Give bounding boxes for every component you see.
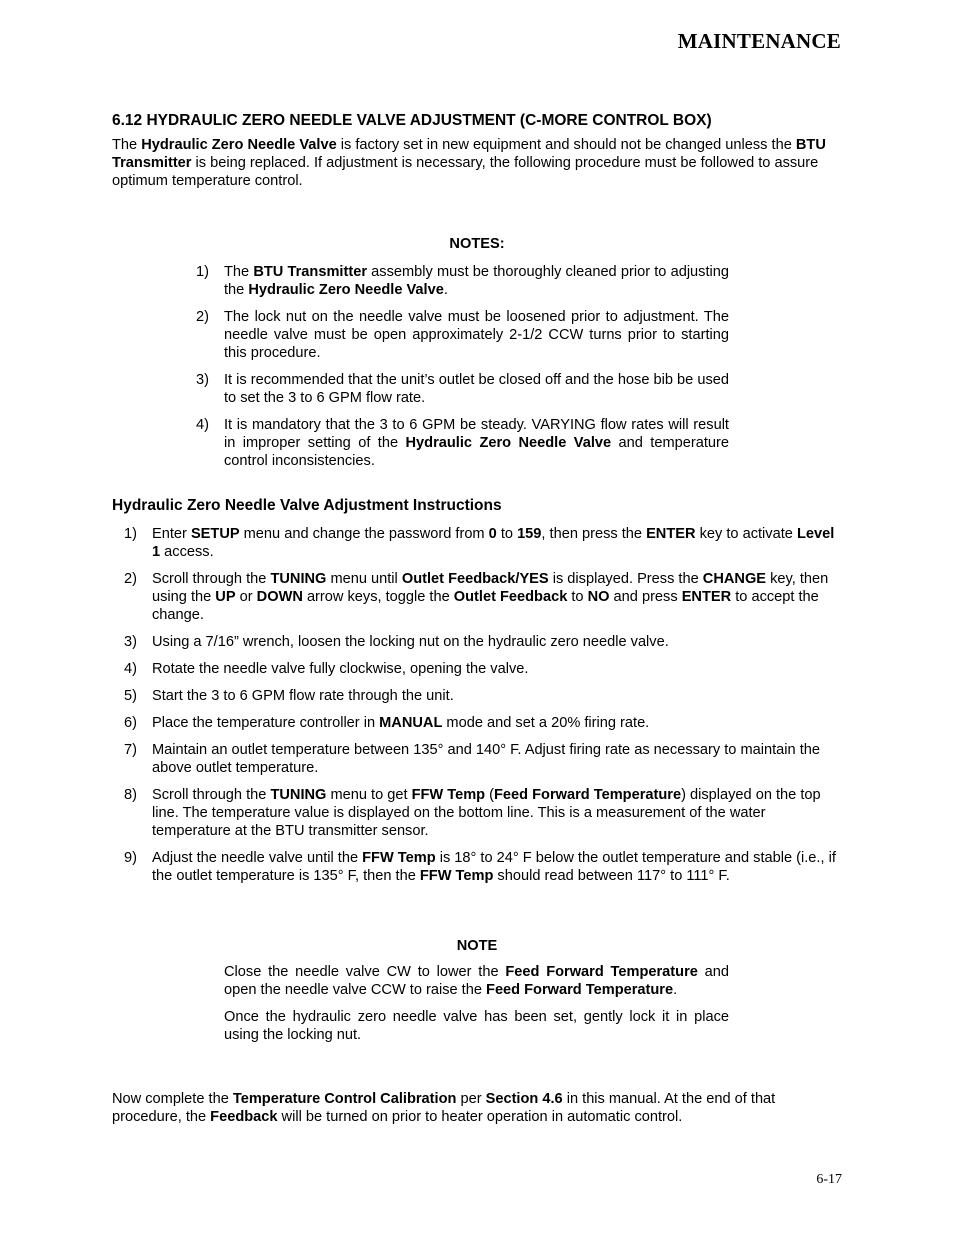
text: Close the needle valve CW to lower the	[224, 964, 506, 980]
step-text: Maintain an outlet temperature between 135° and 140° F. Adjust firing rate as necessary to maintain the above outlet temperature.	[152, 742, 820, 776]
step-text	[152, 714, 842, 732]
text: to	[567, 589, 588, 605]
text: key, then using the	[152, 571, 829, 605]
bold-text: Hydraulic Zero Needle Valve	[141, 137, 337, 153]
page-header-title: MAINTENANCE	[677, 29, 841, 53]
note-heading: NOTE	[456, 938, 498, 954]
bold-text: CHANGE	[702, 571, 767, 587]
step-number: 7)	[124, 742, 137, 758]
bold-text: Outlet Feedback/YES	[401, 571, 549, 587]
step-item	[124, 849, 842, 885]
bold-text: Level 1	[152, 526, 835, 560]
text: (	[485, 787, 495, 803]
step-item	[124, 786, 842, 840]
bold-text: Temperature Control Calibration	[232, 1091, 457, 1107]
text: should read between 117° to 111° F.	[493, 868, 730, 884]
note-item	[196, 416, 729, 470]
step-item	[124, 741, 842, 777]
bold-text: Hydraulic Zero Needle Valve	[405, 435, 612, 451]
text: or	[235, 589, 257, 605]
note-item	[196, 371, 729, 407]
step-item	[124, 660, 842, 678]
text: access.	[160, 544, 214, 560]
bold-text: Section 4.6	[485, 1091, 563, 1107]
step-number: 1)	[124, 526, 137, 542]
text: Scroll through the	[152, 787, 271, 803]
text: Scroll through the	[152, 571, 271, 587]
bold-text: ENTER	[681, 589, 732, 605]
note-number: 4)	[196, 417, 209, 433]
note-paragraph	[224, 963, 729, 999]
step-number: 3)	[124, 634, 137, 650]
text: is being replaced. If adjustment is necessary, the following procedure must be followed to assure optimum temperature control.	[112, 155, 819, 189]
text: assembly must be thoroughly cleaned prior to adjusting the	[224, 264, 730, 298]
text: and temperature control inconsistencies.	[224, 435, 729, 469]
note-text	[224, 263, 729, 299]
text: mode and set a 20% firing rate.	[442, 715, 650, 731]
step-text	[152, 525, 842, 561]
section-title: 6.12 HYDRAULIC ZERO NEEDLE VALVE ADJUSTMENT (C-MORE CONTROL BOX)	[112, 112, 712, 129]
text: and open the needle valve CCW to raise the	[224, 964, 730, 998]
text: Adjust the needle valve until the	[152, 850, 363, 866]
step-number: 2)	[124, 571, 137, 587]
intro-paragraph	[112, 136, 842, 190]
text: to accept the change.	[152, 589, 819, 623]
text: The	[224, 264, 254, 280]
bold-text: BTU Transmitter	[253, 264, 367, 280]
text: and press	[609, 589, 682, 605]
bold-text: Feed Forward Temperature	[505, 964, 698, 980]
step-number: 8)	[124, 787, 137, 803]
step-item	[124, 633, 842, 651]
step-item	[124, 525, 842, 561]
step-text: Start the 3 to 6 GPM flow rate through the unit.	[152, 688, 454, 704]
bold-text: FFW Temp	[411, 787, 486, 803]
step-number: 4)	[124, 661, 137, 677]
instructions-heading: Hydraulic Zero Needle Valve Adjustment Instructions	[112, 497, 502, 514]
text: Now complete the	[112, 1091, 233, 1107]
text: key to activate	[695, 526, 797, 542]
bold-text: BTU Transmitter	[112, 137, 826, 171]
text: menu until	[326, 571, 402, 587]
step-item	[124, 687, 842, 705]
step-number: 9)	[124, 850, 137, 866]
text: .	[443, 282, 448, 298]
note-number: 2)	[196, 309, 209, 325]
bold-text: ENTER	[646, 526, 696, 542]
step-number: 5)	[124, 688, 137, 704]
page-number: 6-17	[816, 1172, 842, 1187]
closing-paragraph	[112, 1090, 842, 1126]
text: ) displayed on the top line. The temperature value is displayed on the bottom line. This is a measurement of the water temperature at the BTU transmitter sensor.	[152, 787, 821, 839]
note-item	[196, 263, 729, 299]
text: The	[112, 137, 142, 153]
text: will be turned on prior to heater operation in automatic control.	[277, 1109, 683, 1125]
note-number: 1)	[196, 264, 209, 280]
text: to	[496, 526, 518, 542]
text: arrow keys, toggle the	[302, 589, 454, 605]
note-text: It is recommended that the unit’s outlet be closed off and the hose bib be used to set the 3 to 6 GPM flow rate.	[224, 372, 729, 406]
text: , then press the	[541, 526, 647, 542]
bold-text: FFW Temp	[419, 868, 494, 884]
bold-text: Feed Forward Temperature	[486, 982, 674, 998]
bold-text: Feed Forward Temperature	[494, 787, 682, 803]
text: is displayed. Press the	[548, 571, 703, 587]
text: is 18° to 24° F below the outlet temperature and stable (i.e., if the outlet temperature is 135° F, then the	[152, 850, 836, 884]
bold-text: TUNING	[270, 571, 327, 587]
note-item	[196, 308, 729, 362]
text: per	[456, 1091, 486, 1107]
note-box	[224, 963, 729, 1053]
text: It is mandatory that the 3 to 6 GPM be steady. VARYING flow rates will result in improper setting of the	[224, 417, 729, 451]
text: .	[673, 982, 678, 998]
bold-text: SETUP	[190, 526, 240, 542]
text: in this manual. At the end of that procedure, the	[112, 1091, 776, 1125]
note-number: 3)	[196, 372, 209, 388]
text: menu and change the password from	[239, 526, 489, 542]
notes-heading: NOTES:	[449, 236, 505, 252]
step-item	[124, 570, 842, 624]
bold-text: 159	[517, 526, 542, 542]
bold-text: Feedback	[210, 1109, 278, 1125]
bold-text: MANUAL	[379, 715, 443, 731]
step-text	[152, 570, 842, 624]
step-text	[152, 849, 842, 885]
note-text	[224, 416, 729, 470]
bold-text: NO	[587, 589, 610, 605]
text: Place the temperature controller in	[152, 715, 380, 731]
step-number: 6)	[124, 715, 137, 731]
bold-text: 0	[488, 526, 497, 542]
step-text	[152, 786, 842, 840]
bold-text: FFW Temp	[362, 850, 436, 866]
step-text: Using a 7/16” wrench, loosen the locking nut on the hydraulic zero needle valve.	[152, 634, 669, 650]
bold-text: UP	[215, 589, 236, 605]
text: menu to get	[326, 787, 412, 803]
bold-text: Outlet Feedback	[453, 589, 568, 605]
note-text: The lock nut on the needle valve must be loosened prior to adjustment. The needle valve must be open approximately 2-1/2 CCW turns prior to starting this procedure.	[224, 309, 729, 361]
text: Enter	[152, 526, 191, 542]
step-item	[124, 714, 842, 732]
note-paragraph: Once the hydraulic zero needle valve has been set, gently lock it in place using the locking nut.	[224, 1009, 729, 1043]
bold-text: DOWN	[256, 589, 303, 605]
bold-text: TUNING	[270, 787, 327, 803]
notes-list	[196, 263, 729, 479]
instructions-list	[124, 525, 842, 894]
step-text: Rotate the needle valve fully clockwise, opening the valve.	[152, 661, 529, 677]
bold-text: Hydraulic Zero Needle Valve	[248, 282, 444, 298]
text: is factory set in new equipment and should not be changed unless the	[336, 137, 796, 153]
